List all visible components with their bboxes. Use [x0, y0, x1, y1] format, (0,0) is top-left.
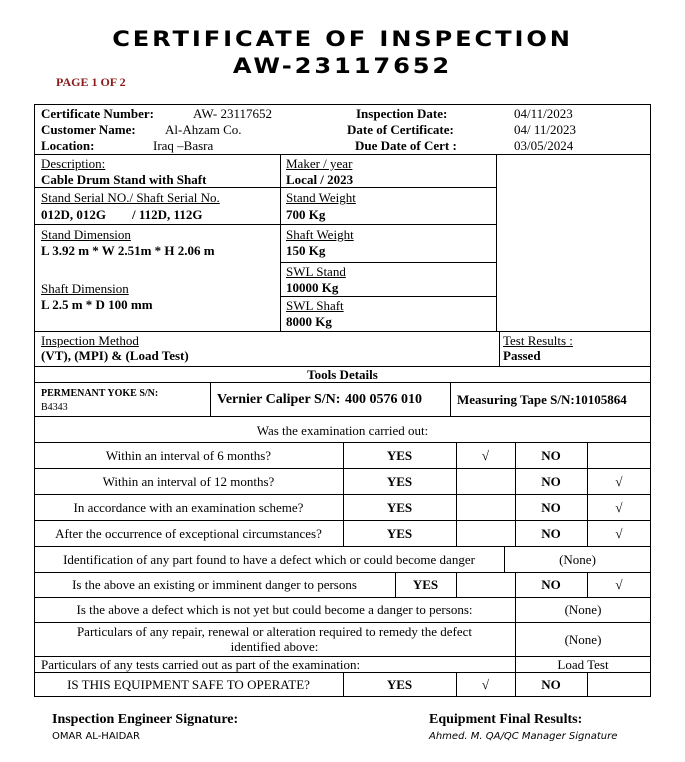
- tests-particulars-answer: Load Test: [557, 657, 609, 672]
- cert-number-value: AW- 23117652: [193, 106, 272, 121]
- yoke-label: PERMENANT YOKE S/N:: [41, 388, 159, 399]
- defect-identification-answer: (None): [559, 552, 596, 567]
- swl-stand-value: 10000 Kg: [286, 280, 339, 295]
- no-label: NO: [541, 500, 561, 515]
- serial-value-stand: 012D, 012G: [41, 207, 106, 222]
- yes-label: YES: [386, 677, 413, 692]
- yes-label: YES: [386, 526, 413, 541]
- future-danger-answer: (None): [564, 602, 602, 617]
- maker-value: Local / 2023: [286, 172, 354, 187]
- no-label: NO: [541, 474, 561, 489]
- caliper-label: Vernier Caliper S/N:: [217, 392, 341, 407]
- cert-number-label: Certificate Number:: [41, 106, 154, 121]
- check-mark: √: [481, 448, 490, 463]
- serial-value-shaft: / 112D, 112G: [132, 207, 203, 222]
- swl-shaft-value: 8000 Kg: [286, 314, 332, 329]
- inspection-method-label: Inspection Method: [41, 333, 139, 348]
- no-label: NO: [541, 677, 561, 692]
- test-results-label: Test Results :: [503, 333, 573, 348]
- inspection-date-label: Inspection Date:: [356, 106, 448, 121]
- cert-date-value: 04/ 11/2023: [514, 122, 576, 137]
- defect-identification-question: Identification of any part found to have a defect which or could become danger: [63, 552, 475, 567]
- swl-stand-label: SWL Stand: [286, 264, 346, 279]
- tests-particulars-question: Particulars of any tests carried out as part of the examination:: [41, 657, 361, 672]
- no-label: NO: [541, 526, 561, 541]
- stand-dimension-label: Stand Dimension: [41, 227, 131, 242]
- yoke-serial: B4343: [41, 402, 68, 413]
- yes-label: YES: [386, 448, 413, 463]
- location-value: Iraq –Basra: [153, 138, 214, 153]
- check-mark: √: [481, 677, 490, 692]
- imminent-danger-question: Is the above an existing or imminent danger to persons: [72, 577, 357, 592]
- certificate-number-title: AW-23117652: [232, 54, 453, 78]
- swl-shaft-label: SWL Shaft: [286, 298, 344, 313]
- shaft-weight-value: 150 Kg: [286, 243, 326, 258]
- measuring-tape: Measuring Tape S/N:10105864: [457, 392, 627, 407]
- stand-dimension-value: L 3.92 m * W 2.51m * H 2.06 m: [41, 243, 215, 258]
- check-mark: √: [615, 474, 623, 489]
- final-results-label: Equipment Final Results:: [429, 712, 583, 727]
- shaft-weight-label: Shaft Weight: [286, 227, 354, 242]
- due-date-value: 03/05/2024: [514, 138, 574, 153]
- caliper-serial: 400 0576 010: [345, 392, 422, 407]
- check-mark: √: [615, 577, 623, 592]
- location-label: Location:: [41, 138, 95, 153]
- exam-q-scheme: In accordance with an examination scheme?: [73, 500, 304, 515]
- shaft-dimension-value: L 2.5 m * D 100 mm: [41, 297, 153, 312]
- examination-title: Was the examination carried out:: [256, 423, 429, 438]
- serial-label: Stand Serial NO./ Shaft Serial No.: [41, 190, 220, 205]
- customer-value: Al-Ahzam Co.: [165, 122, 242, 137]
- check-mark: √: [615, 526, 623, 541]
- exam-q-12-months: Within an interval of 12 months?: [102, 474, 275, 489]
- exam-q-6-months: Within an interval of 6 months?: [105, 448, 272, 463]
- yes-label: YES: [386, 500, 413, 515]
- no-label: NO: [541, 448, 561, 463]
- customer-label: Customer Name:: [41, 122, 136, 137]
- description-label: Description:: [41, 156, 106, 171]
- stand-weight-value: 700 Kg: [286, 207, 326, 222]
- repair-particulars-answer: (None): [564, 632, 602, 647]
- no-label: NO: [541, 577, 561, 592]
- repair-particulars-question-cont: identified above:: [230, 639, 319, 654]
- page-indicator: PAGE 1 OF 2: [56, 75, 126, 89]
- manager-signature: Ahmed. M. QA/QC Manager Signature: [429, 731, 618, 742]
- yes-label: YES: [386, 474, 413, 489]
- maker-label: Maker / year: [286, 156, 353, 171]
- due-date-label: Due Date of Cert :: [355, 138, 457, 153]
- description-value: Cable Drum Stand with Shaft: [41, 172, 207, 187]
- engineer-signature: OMAR AL-HAIDAR: [52, 731, 140, 742]
- tools-details-title: Tools Details: [307, 367, 378, 382]
- shaft-dimension-label: Shaft Dimension: [41, 281, 129, 296]
- future-danger-question: Is the above a defect which is not yet but could become a danger to persons:: [76, 602, 473, 617]
- check-mark: √: [615, 500, 623, 515]
- engineer-signature-label: Inspection Engineer Signature:: [52, 712, 239, 727]
- inspection-method-value: (VT), (MPI) & (Load Test): [41, 348, 189, 363]
- yes-label: YES: [412, 577, 439, 592]
- certificate-title: CERTIFICATE OF INSPECTION: [112, 27, 573, 51]
- safe-to-operate-question: IS THIS EQUIPMENT SAFE TO OPERATE?: [67, 677, 310, 692]
- cert-date-label: Date of Certificate:: [347, 122, 454, 137]
- repair-particulars-question: Particulars of any repair, renewal or alteration required to remedy the defect: [76, 624, 473, 639]
- test-results-value: Passed: [503, 348, 541, 363]
- inspection-date-value: 04/11/2023: [514, 106, 573, 121]
- exam-q-exceptional: After the occurrence of exceptional circumstances?: [55, 526, 322, 541]
- stand-weight-label: Stand Weight: [286, 190, 356, 205]
